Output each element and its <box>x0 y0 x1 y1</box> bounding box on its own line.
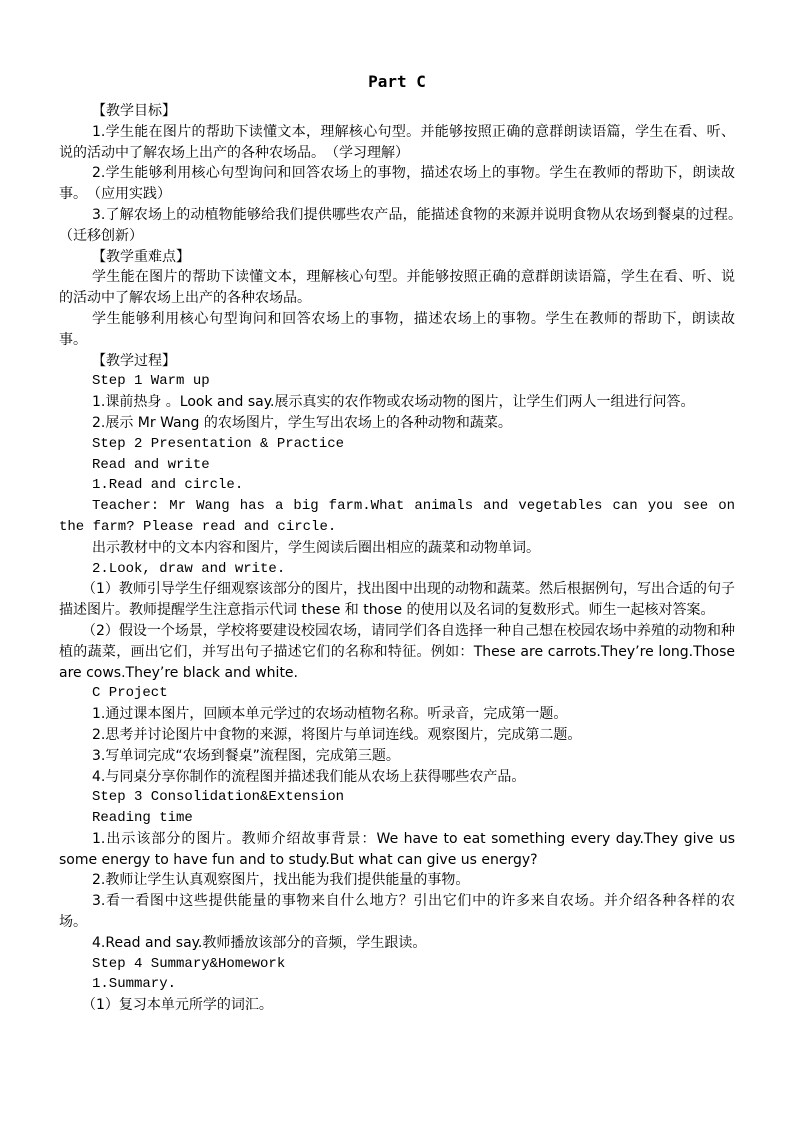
paragraph: 2.展示 Mr Wang 的农场图片，学生写出农场上的各种动物和蔬菜。 <box>92 414 512 431</box>
paragraph: Step 2 Presentation & Practice <box>92 435 345 452</box>
paragraph: 1.学生能在图片的帮助下读懂文本，理解核心句型。并能够按照正确的意群朗读语篇，学生在看、听、说的活动中了解农场上出产的各种农场品。 （学习理解） <box>59 123 735 161</box>
paragraph: 4.与同桌分享你制作的流程图并描述我们能从农场上获得哪些农产品。 <box>92 768 526 785</box>
paragraph: Step 3 Consolidation&Extension <box>92 789 345 806</box>
paragraph: Step 1 Warm up <box>92 373 210 390</box>
paragraph: 1.通过课本图片，回顾本单元学过的农场动植物名称。听录音，完成第一题。 <box>92 706 568 723</box>
paragraph: Reading time <box>92 810 193 827</box>
document-body <box>59 101 749 1016</box>
paragraph: （1）复习本单元所学的词汇。 <box>82 997 273 1014</box>
paragraph: 1.课前热身 。Look and say.展示真实的农作物或农场动物的图片，让学生们两人一组进行问答。 <box>92 394 695 411</box>
paragraph: Read and write <box>92 456 210 473</box>
paragraph: 2.思考并讨论图片中食物的来源，将图片与单词连线。观察图片，完成第二题。 <box>92 726 582 743</box>
paragraph: 2.学生能够利用核心句型询问和回答农场上的事物，描述农场上的事物。学生在教师的帮助下，朗读故事。 （应用实践） <box>59 165 735 203</box>
paragraph: （2）假设一个场景，学校将要建设校园农场，请同学们各自选择一种自己想在校园农场中养殖的动物和种植的蔬菜，画出它们，并写出句子描述它们的名称和特征。例如：These are carrots.They’re long.Those are cows.They’re black and white. <box>59 622 735 681</box>
paragraph: 学生能在图片的帮助下读懂文本，理解核心句型。并能够按照正确的意群朗读语篇，学生在看、听、说的活动中了解农场上出产的各种农场品。 <box>59 269 735 307</box>
paragraph: （1）教师引导学生仔细观察该部分的图片，找出图中出现的动物和蔬菜。然后根据例句，写出合适的句子描述图片。教师提醒学生注意指示代词 these 和 those 的使用以及名词的复数形式。师生一起核对答案。 <box>59 581 735 619</box>
paragraph: 3.写单词完成“农场到餐桌”流程图，完成第三题。 <box>92 747 400 764</box>
paragraph: 【教学重难点】 <box>92 248 190 265</box>
paragraph: 3.看一看图中这些提供能量的事物来自什么地方？引出它们中的许多来自农场。并介绍各种各样的农场。 <box>59 893 735 931</box>
paragraph: Teacher: Mr Wang has a big farm.What animals and vegetables can you see on the farm? Please read and circle. <box>59 498 735 535</box>
paragraph: 1.出示该部分的图片。教师介绍故事背景：We have to eat something every day.They give us some energy to have fun and to study.But what can give us energy? <box>59 830 735 868</box>
paragraph: 1.Summary. <box>92 976 177 993</box>
paragraph: 4.Read and say.教师播放该部分的音频，学生跟读。 <box>92 934 427 951</box>
paragraph: 1.Read and circle. <box>92 477 244 494</box>
page-title: Part C <box>368 72 426 91</box>
paragraph: 3.了解农场上的动植物能够给我们提供哪些农产品，能描述食物的来源并说明食物从农场到餐桌的过程。 （迁移创新） <box>59 206 749 244</box>
paragraph: 【教学目标】 <box>92 103 176 119</box>
paragraph: 【教学过程】 <box>92 352 176 369</box>
paragraph: Step 4 Summary&Homework <box>92 955 286 972</box>
paragraph: 学生能够利用核心句型询问和回答农场上的事物，描述农场上的事物。学生在教师的帮助下，朗读故事。 <box>59 310 735 348</box>
paragraph: 2.教师让学生认真观察图片，找出能为我们提供能量的事物。 <box>92 872 470 889</box>
paragraph: C Project <box>92 685 168 702</box>
paragraph: 2.Look, draw and write. <box>92 560 286 577</box>
paragraph: 出示教材中的文本内容和图片，学生阅读后圈出相应的蔬菜和动物单词。 <box>92 539 540 556</box>
